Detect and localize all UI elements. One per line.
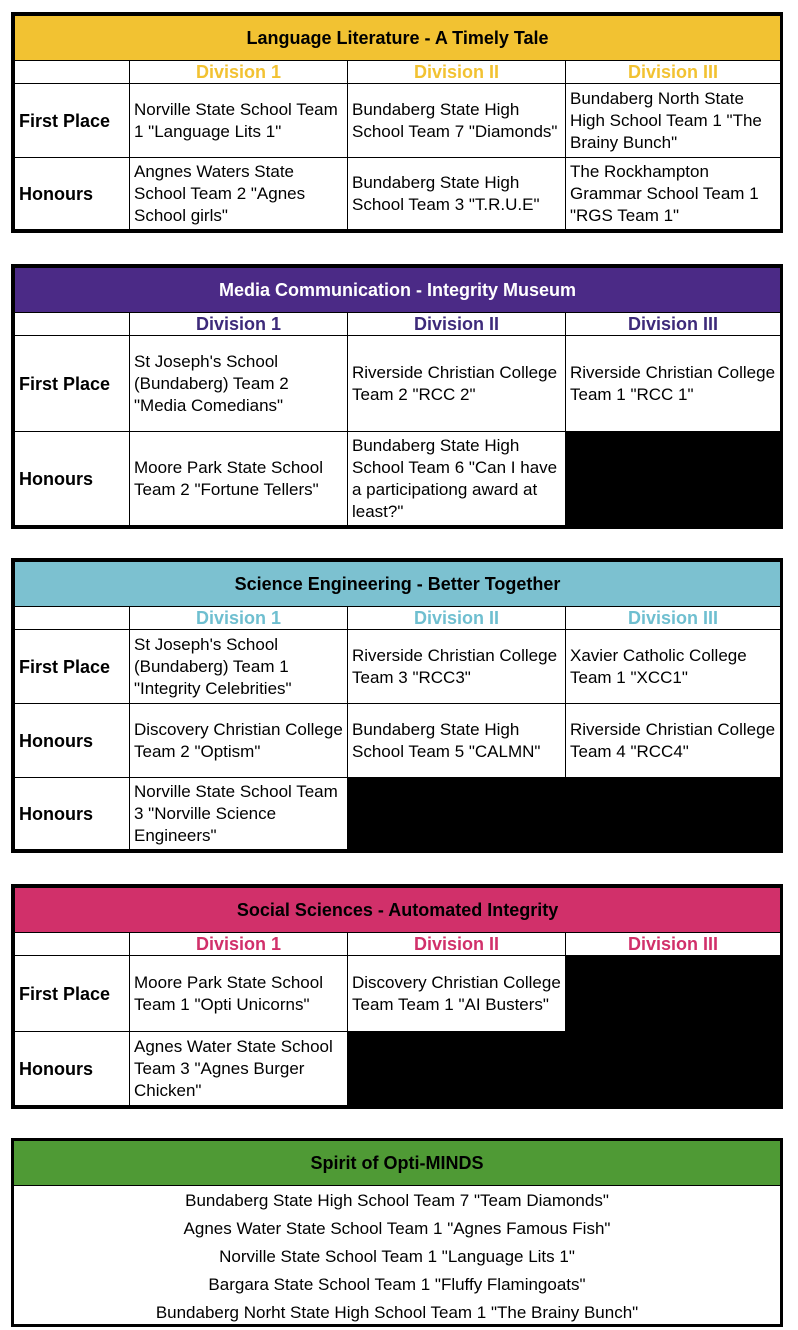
section-spirit	[11, 1138, 783, 1327]
row-label: First Place	[15, 84, 130, 158]
result-cell: Angnes Waters State School Team 2 "Agnes School girls"	[130, 158, 348, 230]
row-label: First Place	[15, 336, 130, 432]
division-2-header: Division II	[348, 61, 566, 84]
row-label: First Place	[15, 956, 130, 1032]
corner-cell	[15, 933, 130, 956]
result-cell: The Rockhampton Grammar School Team 1 "RGS Team 1"	[566, 158, 781, 230]
empty-cell	[566, 1032, 781, 1106]
result-cell: Bundaberg State High School Team 3 "T.R.U.E"	[348, 158, 566, 230]
corner-cell	[15, 61, 130, 84]
result-cell: Riverside Christian College Team 3 "RCC3"	[348, 630, 566, 704]
section-media-communication	[11, 264, 783, 529]
division-3-header: Division III	[566, 933, 781, 956]
spirit-item: Agnes Water State School Team 1 "Agnes Famous Fish"	[183, 1219, 611, 1238]
result-cell: Bundaberg State High School Team 5 "CALMN"	[348, 704, 566, 778]
division-2-header: Division II	[348, 607, 566, 630]
empty-cell	[348, 778, 566, 850]
section-title: Media Communication - Integrity Museum	[15, 268, 781, 313]
spirit-list	[14, 1186, 780, 1327]
corner-cell	[15, 607, 130, 630]
spirit-item: Bundaberg State High School Team 7 "Team Diamonds"	[185, 1191, 609, 1210]
result-cell: Riverside Christian College Team 1 "RCC 1"	[566, 336, 781, 432]
result-cell: Norville State School Team 3 "Norville Science Engineers"	[130, 778, 348, 850]
empty-cell	[348, 1032, 566, 1106]
result-cell: Moore Park State School Team 2 "Fortune Tellers"	[130, 432, 348, 526]
result-cell: St Joseph's School (Bundaberg) Team 1 "Integrity Celebrities"	[130, 630, 348, 704]
section-title: Language Literature - A Timely Tale	[15, 16, 781, 61]
spirit-item: Norville State School Team 1 "Language Lits 1"	[219, 1247, 575, 1266]
division-2-header: Division II	[348, 313, 566, 336]
results-table	[14, 887, 781, 1106]
row-label: Honours	[15, 778, 130, 850]
empty-cell	[566, 778, 781, 850]
result-cell: Riverside Christian College Team 2 "RCC 2"	[348, 336, 566, 432]
result-cell: Norville State School Team 1 "Language Lits 1"	[130, 84, 348, 158]
division-1-header: Division 1	[130, 313, 348, 336]
division-1-header: Division 1	[130, 61, 348, 84]
results-table	[14, 267, 781, 526]
corner-cell	[15, 313, 130, 336]
result-cell: Riverside Christian College Team 4 "RCC4"	[566, 704, 781, 778]
division-3-header: Division III	[566, 607, 781, 630]
section-social-sciences	[11, 884, 783, 1109]
division-1-header: Division 1	[130, 607, 348, 630]
section-science-engineering	[11, 558, 783, 853]
empty-cell	[566, 432, 781, 526]
division-1-header: Division 1	[130, 933, 348, 956]
result-cell: St Joseph's School (Bundaberg) Team 2 "Media Comedians"	[130, 336, 348, 432]
results-table	[14, 561, 781, 850]
spirit-item: Bundaberg Norht State High School Team 1 "The Brainy Bunch"	[155, 1303, 639, 1322]
division-2-header: Division II	[348, 933, 566, 956]
section-title: Social Sciences - Automated Integrity	[15, 888, 781, 933]
result-cell: Bundaberg North State High School Team 1 "The Brainy Bunch"	[566, 84, 781, 158]
row-label: Honours	[15, 432, 130, 526]
result-cell: Bundaberg State High School Team 7 "Diamonds"	[348, 84, 566, 158]
division-3-header: Division III	[566, 313, 781, 336]
spirit-title: Spirit of Opti-MINDS	[14, 1141, 780, 1186]
results-table	[14, 15, 781, 230]
empty-cell	[566, 956, 781, 1032]
result-cell: Discovery Christian College Team 2 "Optism"	[130, 704, 348, 778]
row-label: Honours	[15, 158, 130, 230]
result-cell: Xavier Catholic College Team 1 "XCC1"	[566, 630, 781, 704]
result-cell: Discovery Christian College Team Team 1 "AI Busters"	[348, 956, 566, 1032]
section-language-literature	[11, 12, 783, 233]
result-cell: Moore Park State School Team 1 "Opti Unicorns"	[130, 956, 348, 1032]
row-label: Honours	[15, 1032, 130, 1106]
result-cell: Bundaberg State High School Team 6 "Can I have a participationg award at least?"	[348, 432, 566, 526]
row-label: First Place	[15, 630, 130, 704]
row-label: Honours	[15, 704, 130, 778]
section-title: Science Engineering - Better Together	[15, 562, 781, 607]
result-cell: Agnes Water State School Team 3 "Agnes Burger Chicken"	[130, 1032, 348, 1106]
spirit-item: Bargara State School Team 1 "Fluffy Flamingoats"	[208, 1275, 586, 1294]
division-3-header: Division III	[566, 61, 781, 84]
